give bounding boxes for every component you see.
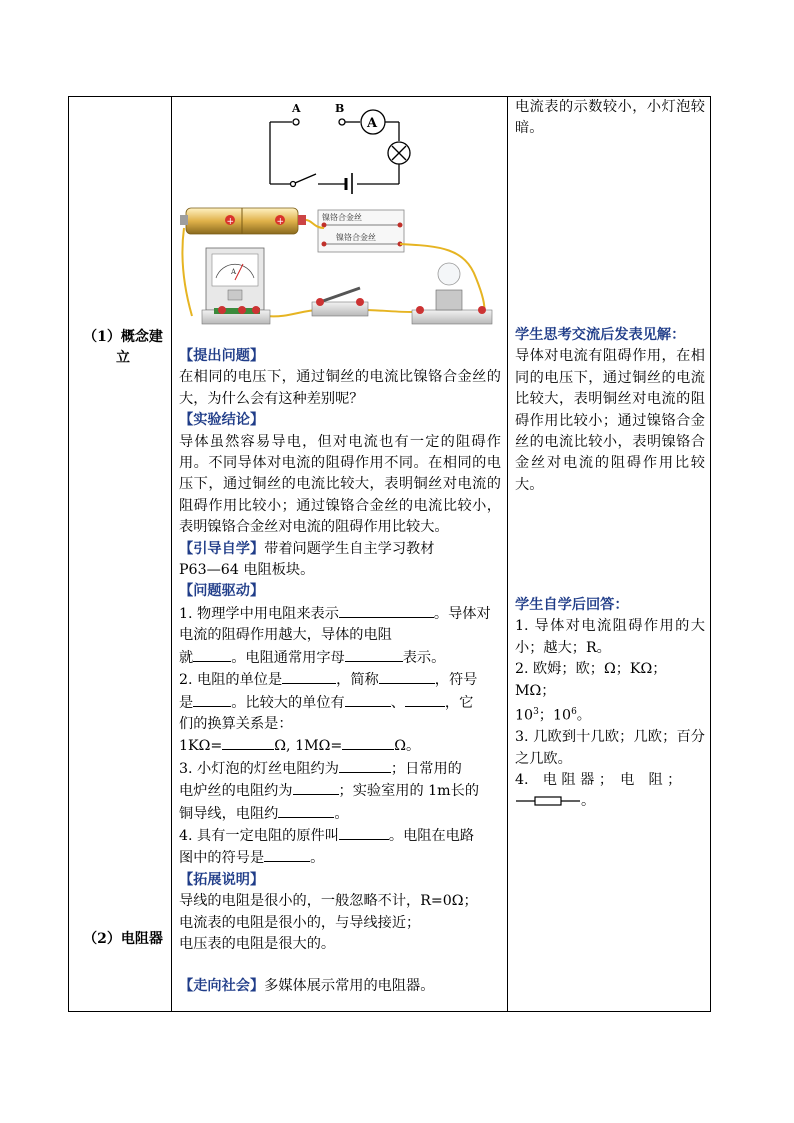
blank — [193, 692, 231, 707]
heading-guide: 【引导自学】 — [179, 540, 265, 557]
answer-4: 4. 电 阻 器 ； 电 阻 ； — [515, 771, 682, 788]
q1-line-1: 1. 物理学中用电阻来表示 。导体对电流的阻碍作用越大，导体的电阻 — [179, 603, 501, 647]
guide-line-2: P63—64 电阻板块。 — [179, 562, 315, 579]
wire-label-bottom: 镍铬合金丝 — [336, 233, 376, 242]
conclusion-body: 导体虽然容易导电，但对电流也有一定的阻碍作用。不同导体对电流的阻碍作用不同。在相同的电压下，通过铜丝的电流比较大，表明铜丝对电流的阻碍作用比较小；通过镍铬合金丝的电流比较小，表明镍铬合金丝对电流的阻碍作用比较大。 — [179, 433, 501, 536]
blank — [339, 758, 391, 773]
col3-answers — [515, 595, 705, 813]
q4-line-2: 图中的符号是 。 — [179, 847, 501, 869]
q2-line-3: 们的换算关系是： — [179, 715, 293, 732]
label-point-a: A — [292, 102, 301, 115]
ammeter-letter: A — [231, 268, 237, 276]
blank — [405, 692, 445, 707]
label-point-b: B — [335, 102, 345, 115]
answer-1: 1. 导体对电流阻碍作用的大小；越大；R。 — [515, 618, 705, 656]
column-divider-2 — [507, 97, 508, 1011]
resistor-symbol-icon — [515, 794, 581, 808]
q1-line-2: 就 。电阻通常用字母 表示。 — [179, 647, 501, 669]
blank — [345, 692, 391, 707]
blank — [264, 847, 310, 862]
heading-ask-question: 【提出问题】 — [179, 348, 265, 364]
resistor-symbol-line: 。 — [515, 791, 705, 812]
blank — [193, 647, 231, 662]
q2-line-2: 是 。比较大的单位有 、 ，它 — [179, 692, 501, 714]
heading-extension: 【拓展说明】 — [179, 871, 265, 888]
guide-line: 【引导自学】带着问题学生自主学习教材 — [179, 540, 435, 557]
blank — [345, 647, 403, 662]
ammeter-symbol: A — [367, 116, 378, 131]
q3-line-2: 电炉丝的电阻约为 ；实验室用的 1m长的 — [179, 780, 501, 802]
q4-line-1: 4. 具有一定电阻的原件叫 。电阻在电路 — [179, 825, 501, 847]
society-line: 【走向社会】多媒体展示常用的电阻器。 — [179, 978, 435, 995]
row2-label: （2）电阻器 — [83, 931, 163, 947]
heading-society: 【走向社会】 — [179, 978, 265, 995]
blank — [342, 735, 394, 750]
blank — [282, 669, 336, 684]
col3-thinking — [515, 325, 705, 496]
extension-line-3: 电压表的电阻是很大的。 — [179, 935, 336, 952]
svg-text:+: + — [276, 217, 285, 227]
circuit-diagram — [262, 98, 422, 194]
wire-label-top: 镍铬合金丝 — [322, 213, 362, 222]
blank — [293, 780, 339, 795]
blank — [379, 669, 435, 684]
col3-observation: 电流表的示数较小，小灯泡较暗。 — [515, 99, 705, 137]
blank — [222, 735, 274, 750]
svg-text:+: + — [226, 217, 235, 227]
blank — [339, 603, 434, 618]
q2-line-1: 2. 电阻的单位是 ，简称 ，符号 — [179, 669, 501, 691]
extension-line-1: 导线的电阻是很小的，一般忽略不计，R=0Ω； — [179, 893, 478, 910]
answer-2-powers: $10^3$；$10^6$。 — [515, 707, 591, 724]
experiment-apparatus — [180, 198, 498, 330]
thinking-body: 导体对电流有阻碍作用，在相同的电压下，通过铜丝的电流比较大，表明铜丝对电流的阻碍作用比较小；通过镍铬合金丝的电流比较小，表明镍铬合金丝对电流的阻碍作用比较大。 — [515, 348, 705, 493]
col2-content — [179, 346, 501, 998]
question-body: 在相同的电压下，通过铜丝的电流比镍铬合金丝的大，为什么会有这种差别呢？ — [179, 369, 501, 407]
q3-line-1: 3. 小灯泡的灯丝电阻约为 ；日常用的 — [179, 758, 501, 780]
heading-conclusion: 【实验结论】 — [179, 412, 265, 429]
heading-student-answers: 学生自学后回答： — [515, 597, 629, 613]
blank — [278, 803, 334, 818]
heading-drive: 【问题驱动】 — [179, 583, 265, 600]
q2-line-4: 1KΩ= Ω, 1MΩ= Ω。 — [179, 735, 501, 757]
answer-2: 2. 欧姆；欧；Ω；KΩ；MΩ； — [515, 661, 667, 699]
blank — [339, 825, 389, 840]
q3-line-3: 铜导线，电阻约 。 — [179, 803, 501, 825]
row1-label: （1）概念建 立 — [83, 329, 163, 366]
answer-3: 3. 几欧到十几欧；几欧；百分之几欧。 — [515, 729, 705, 767]
heading-student-thinking: 学生思考交流后发表见解： — [515, 327, 686, 343]
extension-line-2: 电流表的电阻是很小的，与导线接近； — [179, 914, 421, 931]
column-divider-1 — [171, 97, 172, 1011]
